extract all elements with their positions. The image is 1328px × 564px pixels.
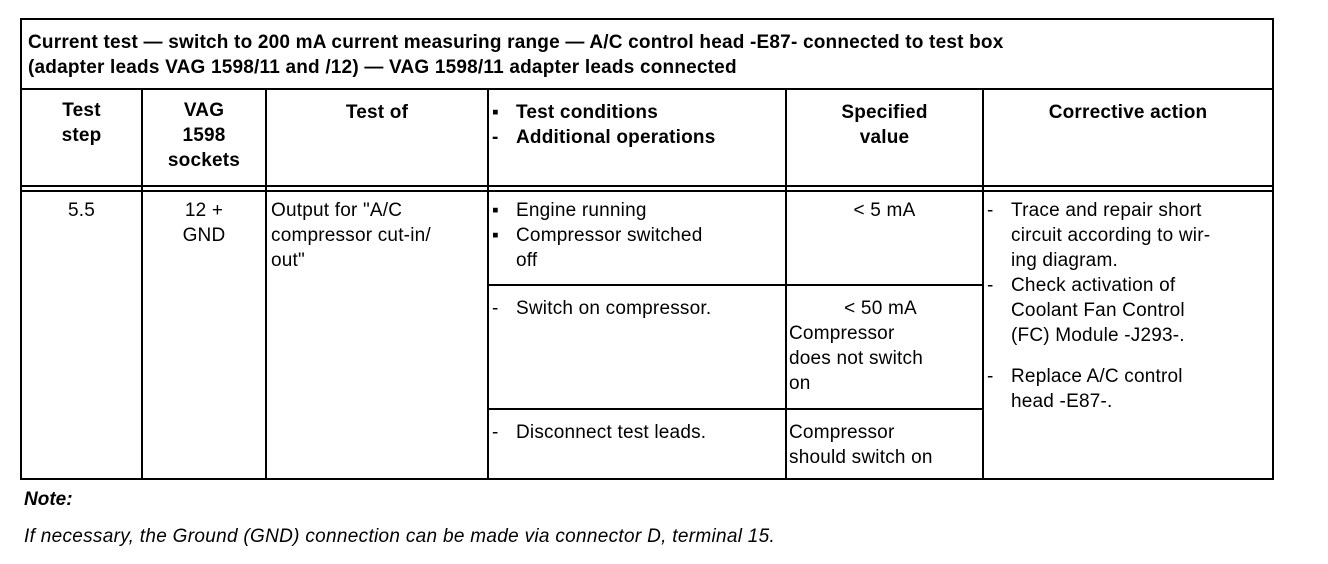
corrective-text: Trace and repair short [1011, 200, 1202, 221]
cell-value-1: < 5 mA [853, 200, 916, 221]
cell-sockets-line: GND [182, 225, 226, 246]
header-test-step-line: Test [62, 100, 101, 121]
cell-value-2-line: < 50 mA [844, 298, 917, 319]
cell-test-of-line: out" [271, 250, 305, 271]
header-conditions-line: Test conditions [516, 102, 658, 123]
corrective-text: circuit according to wir- [1011, 225, 1211, 246]
corrective-text: Coolant Fan Control [1011, 300, 1185, 321]
cell-sockets-line: 12 + [184, 200, 224, 221]
col-rule-3 [487, 88, 489, 480]
header-conditions [492, 100, 782, 150]
header-specified-line: Specified [841, 102, 928, 123]
corrective-text: Check activation of [1011, 275, 1176, 296]
rule-row-split-2 [488, 408, 984, 410]
cell-corrective-action [987, 198, 1271, 414]
cell-value-3-line: Compressor [789, 422, 895, 443]
cell-test-of-line: Output for "A/C [271, 200, 403, 221]
cell-conditions-1 [492, 198, 782, 273]
note-text: If necessary, the Ground (GND) connection can be made via connector D, terminal 15. [24, 526, 776, 547]
condition-text: Engine running [516, 200, 647, 221]
cell-conditions-3 [492, 420, 782, 445]
header-sockets-line: VAG [183, 100, 225, 121]
cell-value-2-line: Compressor [789, 323, 895, 344]
caption-line-1: Current test — switch to 200 mA current measuring range — A/C control head -E87- connected to test box [28, 32, 1004, 53]
dash-bullet: - [987, 200, 994, 221]
header-corrective-action: Corrective action [1048, 102, 1208, 123]
rule-under-caption [22, 88, 1272, 90]
col-rule-2 [265, 88, 267, 480]
corrective-text: (FC) Module -J293-. [1011, 325, 1185, 346]
dash-bullet: - [987, 275, 994, 296]
dash-bullet: - [492, 127, 499, 148]
table-caption [28, 30, 1268, 80]
corrective-text: Replace A/C control [1011, 366, 1183, 387]
condition-text: off [516, 250, 538, 271]
square-bullet: ▪ [492, 225, 499, 246]
square-bullet: ▪ [492, 102, 499, 123]
header-specified-line: value [859, 127, 910, 148]
rule-under-header-a [22, 185, 1272, 187]
header-test-of: Test of [345, 102, 409, 123]
cell-test-step: 5.5 [67, 200, 95, 221]
header-test-step-line: step [61, 125, 102, 146]
corrective-text: ing diagram. [1011, 250, 1118, 271]
condition-text: Compressor switched [516, 225, 703, 246]
dash-bullet: - [492, 422, 499, 443]
cell-value-2-line: on [789, 373, 811, 394]
rule-under-header-b [22, 190, 1272, 192]
header-sockets [143, 98, 265, 173]
cell-test-of [271, 198, 485, 273]
rule-row-split-1 [488, 284, 984, 286]
caption-line-2: (adapter leads VAG 1598/11 and /12) — VAG 1598/11 adapter leads connected [28, 57, 737, 78]
test-table [20, 18, 1274, 480]
condition-text: Switch on compressor. [516, 298, 712, 319]
cell-value-3-line: should switch on [789, 447, 933, 468]
header-sockets-line: 1598 [182, 125, 226, 146]
header-test-step [22, 98, 141, 148]
cell-sockets [143, 198, 265, 248]
dash-bullet: - [492, 298, 499, 319]
dash-bullet: - [987, 366, 994, 387]
cell-value-2-line: does not switch [789, 348, 923, 369]
header-sockets-line: sockets [167, 150, 241, 171]
note-title: Note: [24, 489, 73, 510]
condition-text: Disconnect test leads. [516, 422, 707, 443]
header-conditions-line: Additional operations [516, 127, 716, 148]
cell-value-3 [789, 420, 982, 470]
header-specified-value [787, 100, 982, 150]
cell-conditions-2 [492, 296, 782, 321]
square-bullet: ▪ [492, 200, 499, 221]
cell-value-2 [789, 296, 982, 396]
col-rule-5 [982, 88, 984, 480]
corrective-text: head -E87-. [1011, 391, 1113, 412]
cell-test-of-line: compressor cut-in/ [271, 225, 431, 246]
